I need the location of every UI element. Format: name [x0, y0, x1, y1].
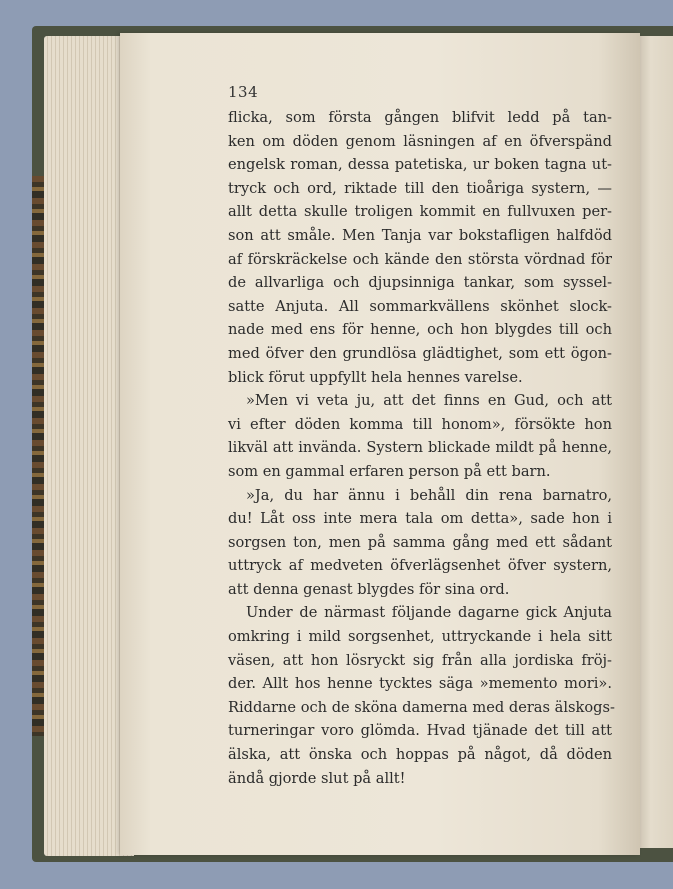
text-line: blick förut uppfyllt hela hennes varelse. — [228, 368, 523, 386]
text-line: att denna genast blygdes för sina ord. — [228, 580, 510, 598]
text-line: turneringar voro glömda. Hvad tjänade det till att — [228, 722, 612, 740]
facing-page-edge — [636, 36, 673, 848]
text-line: »Ja, du har ännu i behåll din rena barnatro, — [246, 486, 612, 504]
text-line: omkring i mild sorgsenhet, uttryckande i hela sitt — [228, 628, 612, 646]
text-line: med öfver den grundlösa glädtighet, som ett ögon- — [228, 344, 612, 362]
text-line: satte Anjuta. All sommarkvällens skönhet slock- — [228, 297, 612, 315]
text-line: nade med ens för henne, och hon blygdes till och — [228, 321, 612, 339]
text-line: sorgsen ton, men på samma gång med ett sådant — [228, 533, 612, 551]
page-text — [228, 106, 615, 790]
text-line: flicka, som första gången blifvit ledd på tan- — [228, 109, 612, 126]
text-line: Riddarne och de sköna damerna med deras älskogs- — [228, 698, 615, 716]
text-line: uttryck af medveten öfverlägsenhet öfver systern, — [228, 557, 612, 575]
text-line: »Men vi veta ju, att det finns en Gud, och att — [246, 392, 612, 410]
text-line: som en gammal erfaren person på ett barn. — [228, 462, 551, 480]
text-line: allt detta skulle troligen kommit en fullvuxen per- — [228, 203, 612, 221]
text-line: af förskräckelse och kände den största vördnad för — [228, 250, 612, 268]
text-line: älska, att önska och hoppas på något, då döden — [228, 746, 612, 764]
text-line: tryck och ord, riktade till den tioåriga systern, — — [228, 179, 612, 197]
text-line: de allvarliga och djupsinniga tankar, som syssel- — [228, 274, 612, 292]
text-line: der. Allt hos henne tycktes säga »memento mori». — [228, 675, 612, 693]
text-line: vi efter döden komma till honom», försökte hon — [228, 415, 612, 433]
text-line: engelsk roman, dessa patetiska, ur boken tagna ut- — [228, 156, 612, 174]
text-line: väsen, att hon lösryckt sig från alla jordiska fröj- — [228, 651, 612, 669]
text-line: ändå gjorde slut på allt! — [228, 769, 406, 787]
text-line: son att småle. Men Tanja var bokstafligen halfdöd — [228, 226, 612, 244]
text-line: ken om döden genom läsningen af en öfverspänd — [228, 132, 612, 150]
text-line: du! Låt oss inte mera tala om detta», sade hon i — [228, 510, 612, 528]
text-line: Under de närmast följande dagarne gick Anjuta — [246, 604, 612, 622]
page-number: 134 — [228, 83, 259, 101]
text-line: likväl att invända. Systern blickade mildt på henne, — [228, 439, 612, 457]
